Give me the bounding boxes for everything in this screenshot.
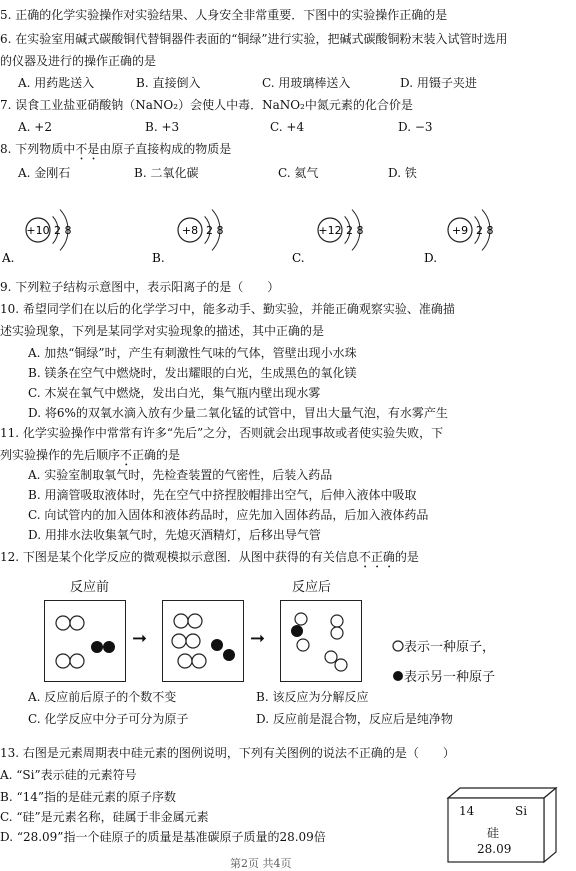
nucleus-charge: +9 — [451, 224, 469, 237]
question-5: 5. 正确的化学实验操作对实验结果、人身安全非常重要．下图中的实验操作正确的是 — [0, 8, 448, 22]
white-atom — [56, 654, 70, 668]
q10-option-a: A. 加热“铜绿”时，产生有刺激性气味的气体，管壁出现小水珠 — [28, 346, 357, 360]
after-box — [280, 600, 362, 682]
question-6-line-2: 的仪器及进行的操作正确的是 — [0, 54, 157, 68]
white-atom — [186, 634, 200, 648]
q12-option-a: A. 反应前后原子的个数不变 — [28, 690, 177, 704]
q7-option-b: B. +3 — [145, 120, 180, 134]
white-atom — [295, 613, 307, 625]
q11-option-c: C. 向试管内的加入固体和液体药品时，应先加入固体药品，后加入液体药品 — [28, 508, 429, 522]
atom-diagram — [424, 210, 494, 265]
silicon-element-card — [445, 786, 560, 867]
q8-option-a: A. 金刚石 — [18, 166, 71, 180]
legend-black: 表示另一种原子 — [392, 666, 495, 685]
question-6-line-1: 6. 在实验室用碱式碳酸铜代替铜器件表面的“铜绿”进行实验，把碱式碳酸铜粉末装入试管时选用 — [0, 32, 508, 46]
white-atom — [335, 659, 347, 671]
question-10-line-2: 述实验现象，下列是某同学对实验现象的描述，其中正确的是 — [0, 324, 325, 338]
q6-option-a: A. 用药匙送入 — [18, 76, 95, 90]
atom-diagrams-svg — [0, 200, 576, 270]
black-atom-icon — [392, 670, 404, 682]
q12-option-b: B. 该反应为分解反应 — [256, 690, 369, 704]
black-atom — [91, 641, 103, 653]
white-atom-icon — [392, 640, 404, 652]
atom-diagrams — [0, 200, 576, 270]
element-name: 硅 — [487, 826, 500, 840]
q13-option-b: B. “14”指的是硅元素的原子序数 — [0, 790, 176, 804]
q11-option-d: D. 用排水法收集氧气时，先熄灭酒精灯，后移出导气管 — [28, 528, 321, 542]
atomic-mass: 28.09 — [477, 842, 512, 856]
black-atom — [291, 625, 303, 637]
q10-option-c: C. 木炭在氧气中燃烧，发出白光，集气瓶内壁出现水雾 — [28, 386, 321, 400]
electron-count: 2 8 — [54, 224, 72, 237]
q13-option-d: D. “28.09”指一个硅原子的质量是基准碳原子质量的28.09倍 — [0, 830, 326, 844]
white-atom — [297, 639, 309, 651]
black-atom — [211, 639, 223, 651]
white-atom — [172, 634, 186, 648]
black-atom — [103, 641, 115, 653]
white-atom — [70, 616, 84, 630]
white-atom — [178, 654, 192, 668]
option-letter: C. — [292, 251, 305, 265]
q7-option-a: A. +2 — [18, 120, 52, 134]
after-box-svg — [281, 601, 361, 681]
question-7: 7. 误食工业盐亚硝酸钠（NaNO₂）会使人中毒．NaNO₂中氮元素的化合价是 — [0, 98, 413, 112]
option-letter: D. — [424, 251, 438, 265]
legend-white: 表示一种原子， — [392, 636, 495, 655]
black-atom — [223, 649, 235, 661]
white-atom — [188, 614, 202, 628]
q12-option-d: D. 反应前是混合物，反应后是纯净物 — [256, 712, 453, 726]
q7-option-c: C. +4 — [270, 120, 305, 134]
before-box-1-svg — [45, 601, 125, 681]
arrow-icon: ➞ — [132, 628, 148, 649]
before-box-1 — [44, 600, 126, 682]
element-symbol: Si — [515, 804, 528, 818]
question-11-line-2: 列实验操作的先后顺序不正确的是 — [0, 448, 181, 462]
atom-diagram — [152, 210, 224, 265]
white-atom — [331, 627, 343, 639]
white-atom — [174, 614, 188, 628]
nucleus-charge: +8 — [181, 224, 199, 237]
electron-count: 2 8 — [206, 224, 224, 237]
before-box-2-svg — [163, 601, 243, 681]
white-atom — [192, 654, 206, 668]
question-9: 9. 下列粒子结构示意图中，表示阳离子的是（ ） — [0, 280, 280, 294]
q6-option-d: D. 用镊子夹进 — [400, 76, 477, 90]
q8-option-d: D. 铁 — [388, 166, 417, 180]
q6-option-b: B. 直接倒入 — [136, 76, 201, 90]
white-atom — [70, 654, 84, 668]
option-letter: A. — [2, 251, 15, 265]
arrow-icon: ➞ — [250, 628, 266, 649]
q10-option-b: B. 镁条在空气中燃烧时，发出耀眼的白光，生成黑色的氧化镁 — [28, 366, 357, 380]
q13-option-c: C. “硅”是元素名称，硅属于非金属元素 — [0, 810, 209, 824]
page-footer: 第2页 共4页 — [230, 857, 292, 870]
option-letter: B. — [152, 251, 165, 265]
after-reaction-label: 反应后 — [292, 580, 332, 595]
before-box-2 — [162, 600, 244, 682]
question-10-line-1: 10. 希望同学们在以后的化学学习中，能多动手、勤实验，并能正确观察实验、准确描 — [0, 302, 455, 316]
q12-option-c: C. 化学反应中分子可分为原子 — [28, 712, 189, 726]
atomic-number: 14 — [459, 804, 475, 818]
electron-count: 2 8 — [346, 224, 364, 237]
nucleus-charge: +12 — [318, 224, 342, 237]
q11-option-b: B. 用滴管吸取液体时，先在空气中挤捏胶帽排出空气，后伸入液体中吸取 — [28, 488, 417, 502]
q8-option-b: B. 二氧化碳 — [134, 166, 199, 180]
question-13: 13. 右图是元素周期表中硅元素的图例说明，下列有关图例的说法不正确的是（ ） — [0, 746, 455, 760]
q13-option-a: A. “Si”表示硅的元素符号 — [0, 768, 137, 782]
q8-option-c: C. 氦气 — [278, 166, 319, 180]
before-reaction-label: 反应前 — [70, 580, 110, 595]
q6-option-c: C. 用玻璃棒送入 — [262, 76, 351, 90]
question-12: 12. 下图是某个化学反应的微观模拟示意图．从图中获得的有关信息不正确的是 — [0, 550, 419, 564]
question-8: 8. 下列物质中不是由原子直接构成的物质是 — [0, 142, 232, 156]
q10-option-d: D. 将6%的双氧水滴入放有少量二氧化锰的试管中，冒出大量气泡，有水雾产生 — [28, 406, 448, 420]
question-11-line-1: 11. 化学实验操作中常常有许多“先后”之分，否则就会出现事故或者使实验失败，下 — [0, 426, 444, 440]
q11-option-a: A. 实验室制取氧气时，先检查装置的气密性，后装入药品 — [28, 468, 333, 482]
nucleus-charge: +10 — [26, 224, 50, 237]
white-atom — [331, 615, 343, 627]
white-atom — [325, 651, 337, 663]
white-atom — [56, 616, 70, 630]
atom-diagram — [1, 210, 72, 265]
electron-count: 2 8 — [476, 224, 494, 237]
q7-option-d: D. −3 — [398, 120, 433, 134]
atom-diagram — [292, 210, 364, 265]
